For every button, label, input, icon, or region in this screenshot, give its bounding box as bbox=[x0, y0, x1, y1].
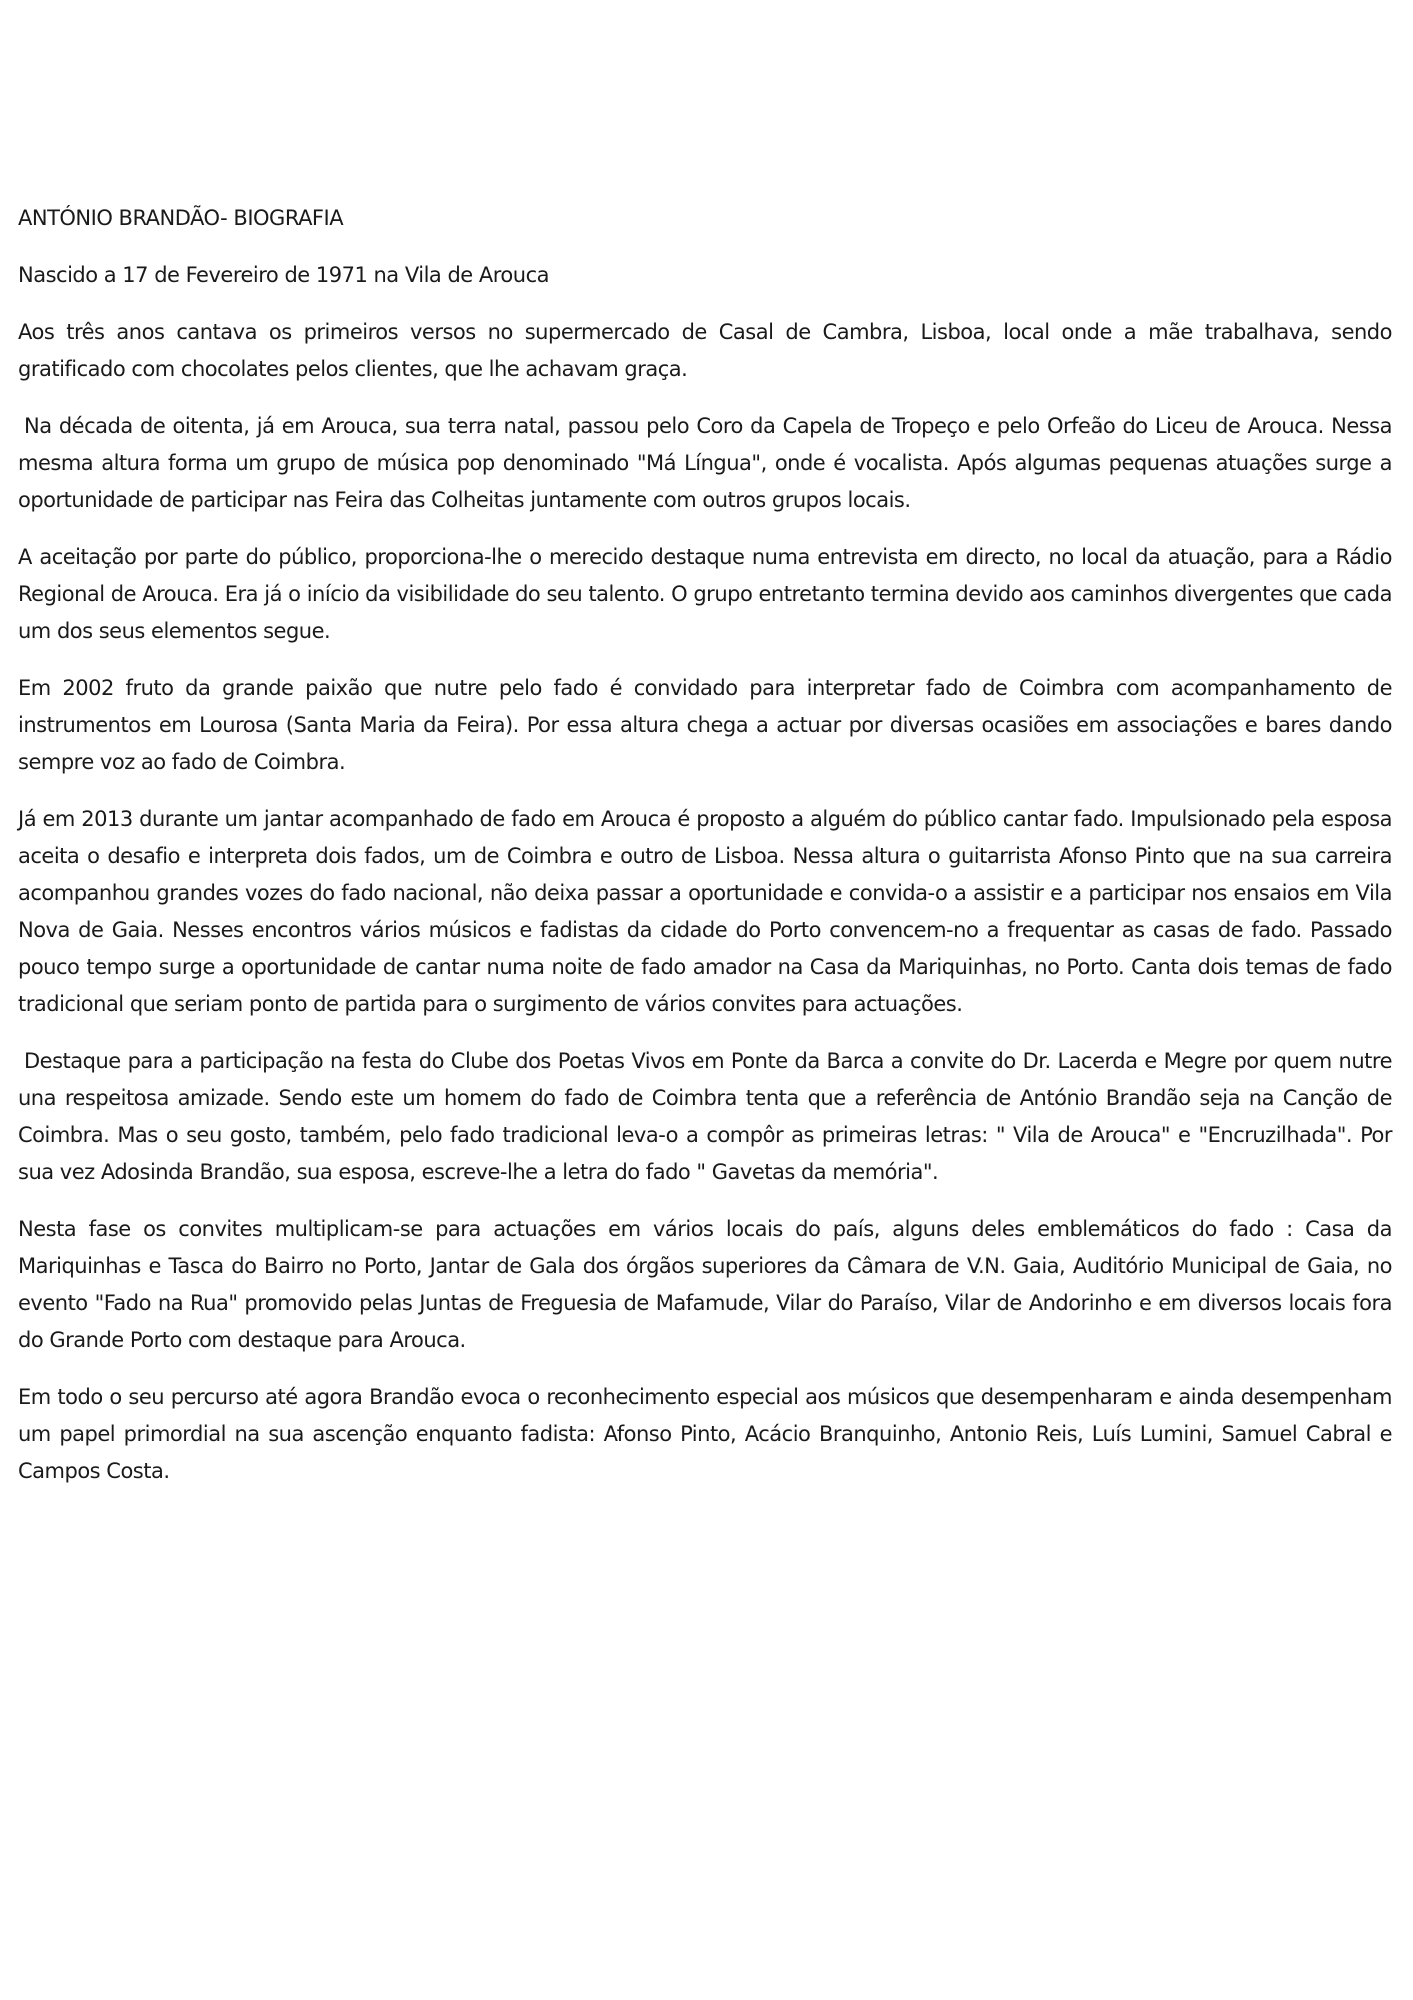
paragraph-eighties: Na década de oitenta, já em Arouca, sua terra natal, passou pelo Coro da Capela de Tropeço e pelo Orfeão do Liceu de Arouca. Nessa mesma altura forma um grupo de música pop denominado "Má Língua", onde é vocalista. Após algumas pequenas atuações surge a oportunidade de participar nas Feira das Colheitas juntamente com outros grupos locais. bbox=[18, 414, 1392, 512]
paragraph-highlight: Destaque para a participação na festa do Clube dos Poetas Vivos em Ponte da Barca a convite do Dr. Lacerda e Megre por quem nutre una respeitosa amizade. Sendo este um homem do fado de Coimbra tenta que a referência de António Brandão seja na Canção de Coimbra. Mas o seu gosto, também, pelo fado tradicional leva-o a compôr as primeiras letras: " Vila de Arouca" e "Encruzilhada". Por sua vez Adosinda Brandão, sua esposa, escreve-lhe a letra do fado " Gavetas da memória". bbox=[18, 1049, 1392, 1184]
paragraph-childhood: Aos três anos cantava os primeiros versos no supermercado de Casal de Cambra, Lisboa, local onde a mãe trabalhava, sendo gratificado com chocolates pelos clientes, que lhe achavam graça. bbox=[18, 320, 1392, 381]
paragraph-radio: A aceitação por parte do público, proporciona-lhe o merecido destaque numa entrevista em directo, no local da atuação, para a Rádio Regional de Arouca. Era já o início da visibilidade do seu talento. O grupo entretanto termina devido aos caminhos divergentes que cada um dos seus elementos segue. bbox=[18, 545, 1392, 643]
paragraph-2013: Já em 2013 durante um jantar acompanhado de fado em Arouca é proposto a alguém do público cantar fado. Impulsionado pela esposa aceita o desafio e interpreta dois fados, um de Coimbra e outro de Lisboa. Nessa altura o guitarrista Afonso Pinto que na sua carreira acompanhou grandes vozes do fado nacional, não deixa passar a oportunidade e convida-o a assistir e a participar nos ensaios em Vila Nova de Gaia. Nesses encontros vários músicos e fadistas da cidade do Porto convencem-no a frequentar as casas de fado. Passado pouco tempo surge a oportunidade de cantar numa noite de fado amador na Casa da Mariquinhas, no Porto. Canta dois temas de fado tradicional que seriam ponto de partida para o surgimento de vários convites para actuações. bbox=[18, 807, 1392, 1016]
paragraph-invitations: Nesta fase os convites multiplicam-se para actuações em vários locais do país, alguns deles emblemáticos do fado : Casa da Mariquinhas e Tasca do Bairro no Porto, Jantar de Gala dos órgãos superiores da Câmara de V.N. Gaia, Auditório Municipal de Gaia, no evento "Fado na Rua" promovido pelas Juntas de Freguesia de Mafamude, Vilar do Paraíso, Vilar de Andorinho e em diversos locais fora do Grande Porto com destaque para Arouca. bbox=[18, 1217, 1392, 1352]
document-page bbox=[18, 200, 1392, 1510]
paragraph-2002: Em 2002 fruto da grande paixão que nutre pelo fado é convidado para interpretar fado de Coimbra com acompanhamento de instrumentos em Lourosa (Santa Maria da Feira). Por essa altura chega a actuar por diversas ocasiões em associações e bares dando sempre voz ao fado de Coimbra. bbox=[18, 676, 1392, 774]
paragraph-acknowledgement: Em todo o seu percurso até agora Brandão evoca o reconhecimento especial aos músicos que desempenharam e ainda desempenham um papel primordial na sua ascenção enquanto fadista: Afonso Pinto, Acácio Branquinho, Antonio Reis, Luís Lumini, Samuel Cabral e Campos Costa. bbox=[18, 1385, 1392, 1483]
document-title: ANTÓNIO BRANDÃO- BIOGRAFIA bbox=[18, 206, 344, 230]
birth-line: Nascido a 17 de Fevereiro de 1971 na Vila de Arouca bbox=[18, 263, 549, 287]
